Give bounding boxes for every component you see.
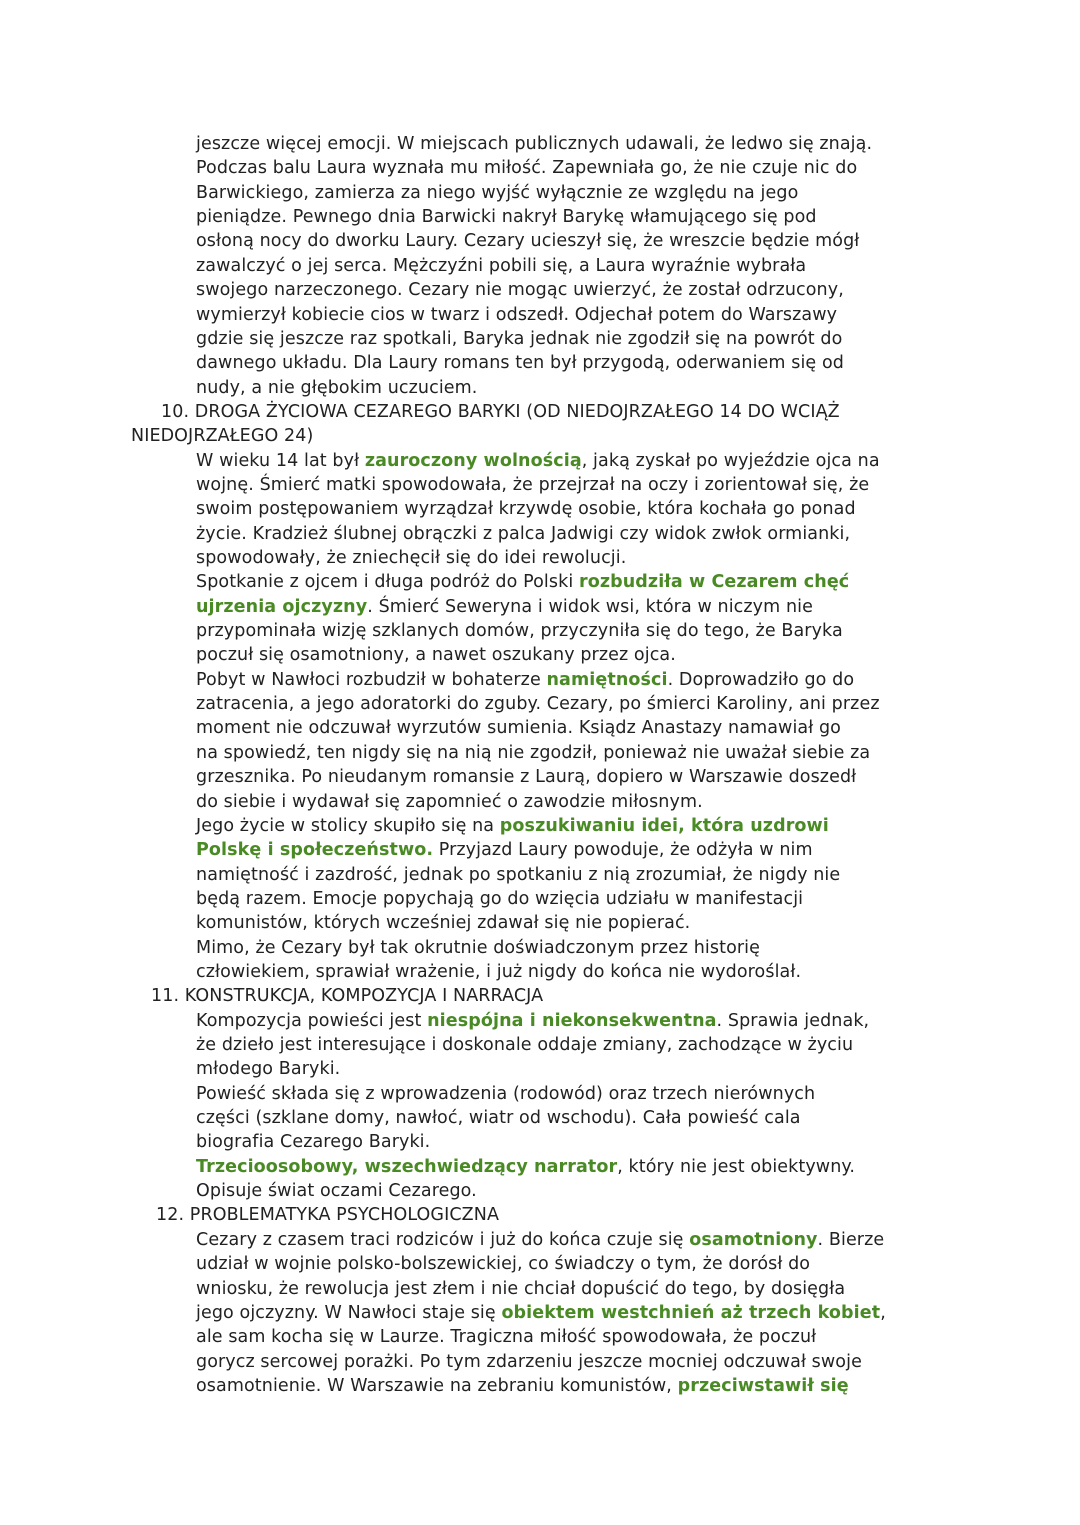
text-line (196, 716, 841, 740)
text-line (196, 595, 813, 619)
text-line (196, 1228, 884, 1252)
text-segment: dawnego układu. Dla Laury romans ten był przygodą, oderwaniem się od (196, 353, 844, 374)
text-line (196, 522, 850, 546)
text-line (196, 132, 872, 156)
text-segment: przypominała wizję szklanych domów, przyczyniła się do tego, że Baryka (196, 621, 843, 641)
highlighted-phrase: przeciwstawił się (677, 1375, 849, 1396)
text-segment: , który nie jest obiektywny. (617, 1156, 856, 1177)
text-line (196, 1082, 815, 1106)
text-line (196, 1057, 340, 1081)
text-segment: W wieku 14 lat był (196, 450, 365, 471)
text-line (196, 619, 843, 643)
text-segment: spowodowały, że zniechęcił się do idei rewolucji. (196, 548, 627, 568)
text-segment: osłoną nocy do dworku Laury. Cezary ucieszył się, że wreszcie będzie mógł (196, 231, 860, 252)
text-line (196, 1374, 849, 1398)
highlighted-phrase: Trzecioosobowy, wszechwiedzący narrator (196, 1156, 618, 1177)
text-line (196, 497, 856, 521)
text-segment: Opisuje świat oczami Cezarego. (196, 1181, 477, 1201)
text-line (196, 1106, 801, 1130)
highlighted-phrase: obiektem westchnień aż trzech kobiet (501, 1302, 881, 1323)
text-line (196, 278, 844, 302)
text-line (196, 546, 626, 570)
highlighted-phrase: namiętności (546, 669, 668, 690)
text-line (196, 473, 869, 497)
text-segment: wojnę. Śmierć matki spowodowała, że przejrzał na oczy i zorientował się, że (196, 474, 870, 495)
text-segment: życie. Kradzież ślubnej obrączki z palca Jadwigi czy widok zwłok ormianki, (196, 523, 851, 544)
text-segment: , jaką zyskał po wyjeździe ojca na (581, 450, 880, 471)
text-line (196, 570, 849, 594)
highlighted-phrase: Polskę i społeczeństwo. (196, 840, 434, 861)
text-line (196, 1277, 845, 1301)
text-segment: swoim postępowaniem wyrządzał krzywdę osobie, która kochała go ponad (196, 499, 856, 520)
text-line (196, 449, 880, 473)
text-line (196, 790, 703, 814)
text-line (196, 303, 837, 327)
text-segment: Jego życie w stolicy skupiło się na (196, 815, 500, 836)
text-segment: osamotnienie. W Warszawie na zebraniu komunistów, (196, 1375, 678, 1396)
text-line (196, 863, 840, 887)
highlighted-phrase: osamotniony (689, 1229, 818, 1250)
highlighted-phrase: poszukiwaniu idei, która uzdrowi (499, 815, 829, 836)
text-segment: Kompozycja powieści jest (196, 1010, 428, 1031)
text-segment: człowiekiem, sprawiał wrażenie, i już nigdy do końca nie wydoroślał. (196, 961, 802, 982)
text-segment: grzesznika. Po nieudanym romansie z Laurą, dopiero w Warszawie doszedł (196, 767, 857, 788)
highlighted-phrase: zauroczony wolnością (364, 450, 582, 471)
text-line (161, 400, 840, 424)
text-line (196, 181, 798, 205)
text-segment: młodego Baryki. (196, 1059, 341, 1080)
text-segment: jego ojczyzny. W Nawłoci staje się (196, 1302, 502, 1323)
text-line (196, 765, 856, 789)
text-line (196, 668, 854, 692)
text-line (196, 1325, 816, 1349)
text-line (196, 1009, 869, 1033)
text-line (196, 911, 690, 935)
text-segment: części (szklane domy, nawłoć, wiatr od wschodu). Cała powieść cala (196, 1108, 801, 1128)
text-segment: . Bierze (817, 1229, 885, 1250)
text-segment: Mimo, że Cezary był tak okrutnie doświadczonym przez historię (196, 937, 760, 958)
text-segment: wniosku, że rewolucja jest złem i nie chciał dopuścić do tego, by dosięgła (196, 1278, 846, 1299)
text-line (196, 229, 859, 253)
highlighted-phrase: niespójna i niekonsekwentna (427, 1010, 717, 1031)
text-line (196, 1179, 477, 1203)
text-segment: pieniądze. Pewnego dnia Barwicki nakrył Barykę włamującego się pod (196, 207, 817, 228)
text-segment: 12. PROBLEMATYKA PSYCHOLOGICZNA (156, 1205, 500, 1226)
text-segment: namiętność i zazdrość, jednak po spotkaniu z nią zrozumiał, że nigdy nie (196, 864, 841, 885)
text-line (196, 1252, 810, 1276)
text-line (196, 643, 676, 667)
text-segment: . Sprawia jednak, (716, 1010, 870, 1031)
text-segment: na spowiedź, ten nigdy się na nią nie zgodził, ponieważ nie uważał siebie za (196, 742, 871, 763)
text-segment: biografia Cezarego Baryki. (196, 1132, 431, 1153)
text-line (196, 887, 803, 911)
text-segment: 11. KONSTRUKCJA, KOMPOZYCJA I NARRACJA (151, 986, 544, 1007)
text-segment: , (880, 1302, 886, 1323)
text-line (196, 1155, 855, 1179)
text-segment: udział w wojnie polsko-bolszewickiej, co świadczy o tym, że dorósł do (196, 1254, 811, 1275)
text-segment: moment nie odczuwał wyrzutów sumienia. Ksiądz Anastazy namawiał go (196, 718, 841, 739)
text-segment: gorycz sercowej porażki. Po tym zdarzeniu jeszcze mocniej odczuwał swoje (196, 1351, 862, 1372)
text-line (196, 1033, 853, 1057)
text-line (196, 814, 829, 838)
text-segment: Pobyt w Nawłoci rozbudził w bohaterze (196, 669, 547, 690)
text-line (196, 1350, 862, 1374)
text-line (156, 1203, 499, 1227)
text-segment: gdzie się jeszcze raz spotkali, Baryka jednak nie zgodził się na powrót do (196, 328, 843, 349)
text-line (196, 960, 801, 984)
text-line (196, 1301, 886, 1325)
text-segment: będą razem. Emocje popychają go do wzięcia udziału w manifestacji (196, 888, 804, 909)
text-segment: komunistów, których wcześniej zdawał się nie popierać. (196, 913, 691, 934)
text-line (196, 351, 844, 375)
text-segment: Powieść składa się z wprowadzenia (rodowód) oraz trzech nierównych (196, 1083, 816, 1104)
text-line (196, 741, 870, 765)
text-segment: zawalczyć o jej serca. Mężczyźni pobili się, a Laura wyraźnie wybrała (196, 255, 807, 276)
text-segment: Cezary z czasem traci rodziców i już do końca czuje się (196, 1229, 690, 1250)
text-line (196, 254, 806, 278)
text-segment: swojego narzeczonego. Cezary nie mogąc uwierzyć, że został odrzucony, (196, 280, 844, 301)
text-segment: zatracenia, a jego adoratorki do zguby. Cezary, po śmierci Karoliny, ani przez (196, 694, 880, 715)
text-line (196, 205, 817, 229)
text-segment: wymierzył kobiecie cios w twarz i odszedł. Odjechał potem do Warszawy (196, 304, 838, 325)
text-segment: Spotkanie z ojcem i długa podróż do Polski (196, 572, 579, 593)
text-line (196, 1130, 430, 1154)
highlighted-phrase: rozbudziła w Cezarem chęć (578, 572, 850, 593)
text-line (131, 424, 313, 448)
text-segment: NIEDOJRZAŁEGO 24) (131, 426, 314, 447)
text-segment: że dzieło jest interesujące i doskonale oddaje zmiany, zachodzące w życiu (196, 1035, 854, 1055)
highlighted-phrase: ujrzenia ojczyzny (196, 596, 368, 617)
text-line (196, 376, 477, 400)
text-segment: 10. DROGA ŻYCIOWA CEZAREGO BARYKI (OD NIEDOJRZAŁEGO 14 DO WCIĄŻ (161, 401, 840, 422)
text-segment: poczuł się osamotniony, a nawet oszukany przez ojca. (196, 645, 676, 666)
text-segment: nudy, a nie głębokim uczuciem. (196, 377, 478, 398)
text-line (196, 936, 760, 960)
text-line (196, 692, 880, 716)
text-segment: . Śmierć Seweryna i widok wsi, która w niczym nie (367, 596, 813, 617)
text-segment: Barwickiego, zamierza za niego wyjść wyłącznie ze względu na jego (196, 182, 799, 203)
text-segment: ale sam kocha się w Laurze. Tragiczna miłość spowodowała, że poczuł (196, 1327, 817, 1348)
text-line (151, 984, 543, 1008)
text-line (196, 838, 813, 862)
text-segment: do siebie i wydawał się zapomnieć o zawodzie miłosnym. (196, 791, 703, 812)
text-segment: Podczas balu Laura wyznała mu miłość. Zapewniała go, że nie czuje nic do (196, 158, 858, 179)
text-line (196, 327, 842, 351)
text-segment: jeszcze więcej emocji. W miejscach publicznych udawali, że ledwo się znają. (196, 134, 873, 154)
text-segment: . Doprowadziło go do (667, 669, 855, 690)
text-segment: Przyjazd Laury powoduje, że odżyła w nim (433, 840, 813, 861)
text-line (196, 156, 857, 180)
